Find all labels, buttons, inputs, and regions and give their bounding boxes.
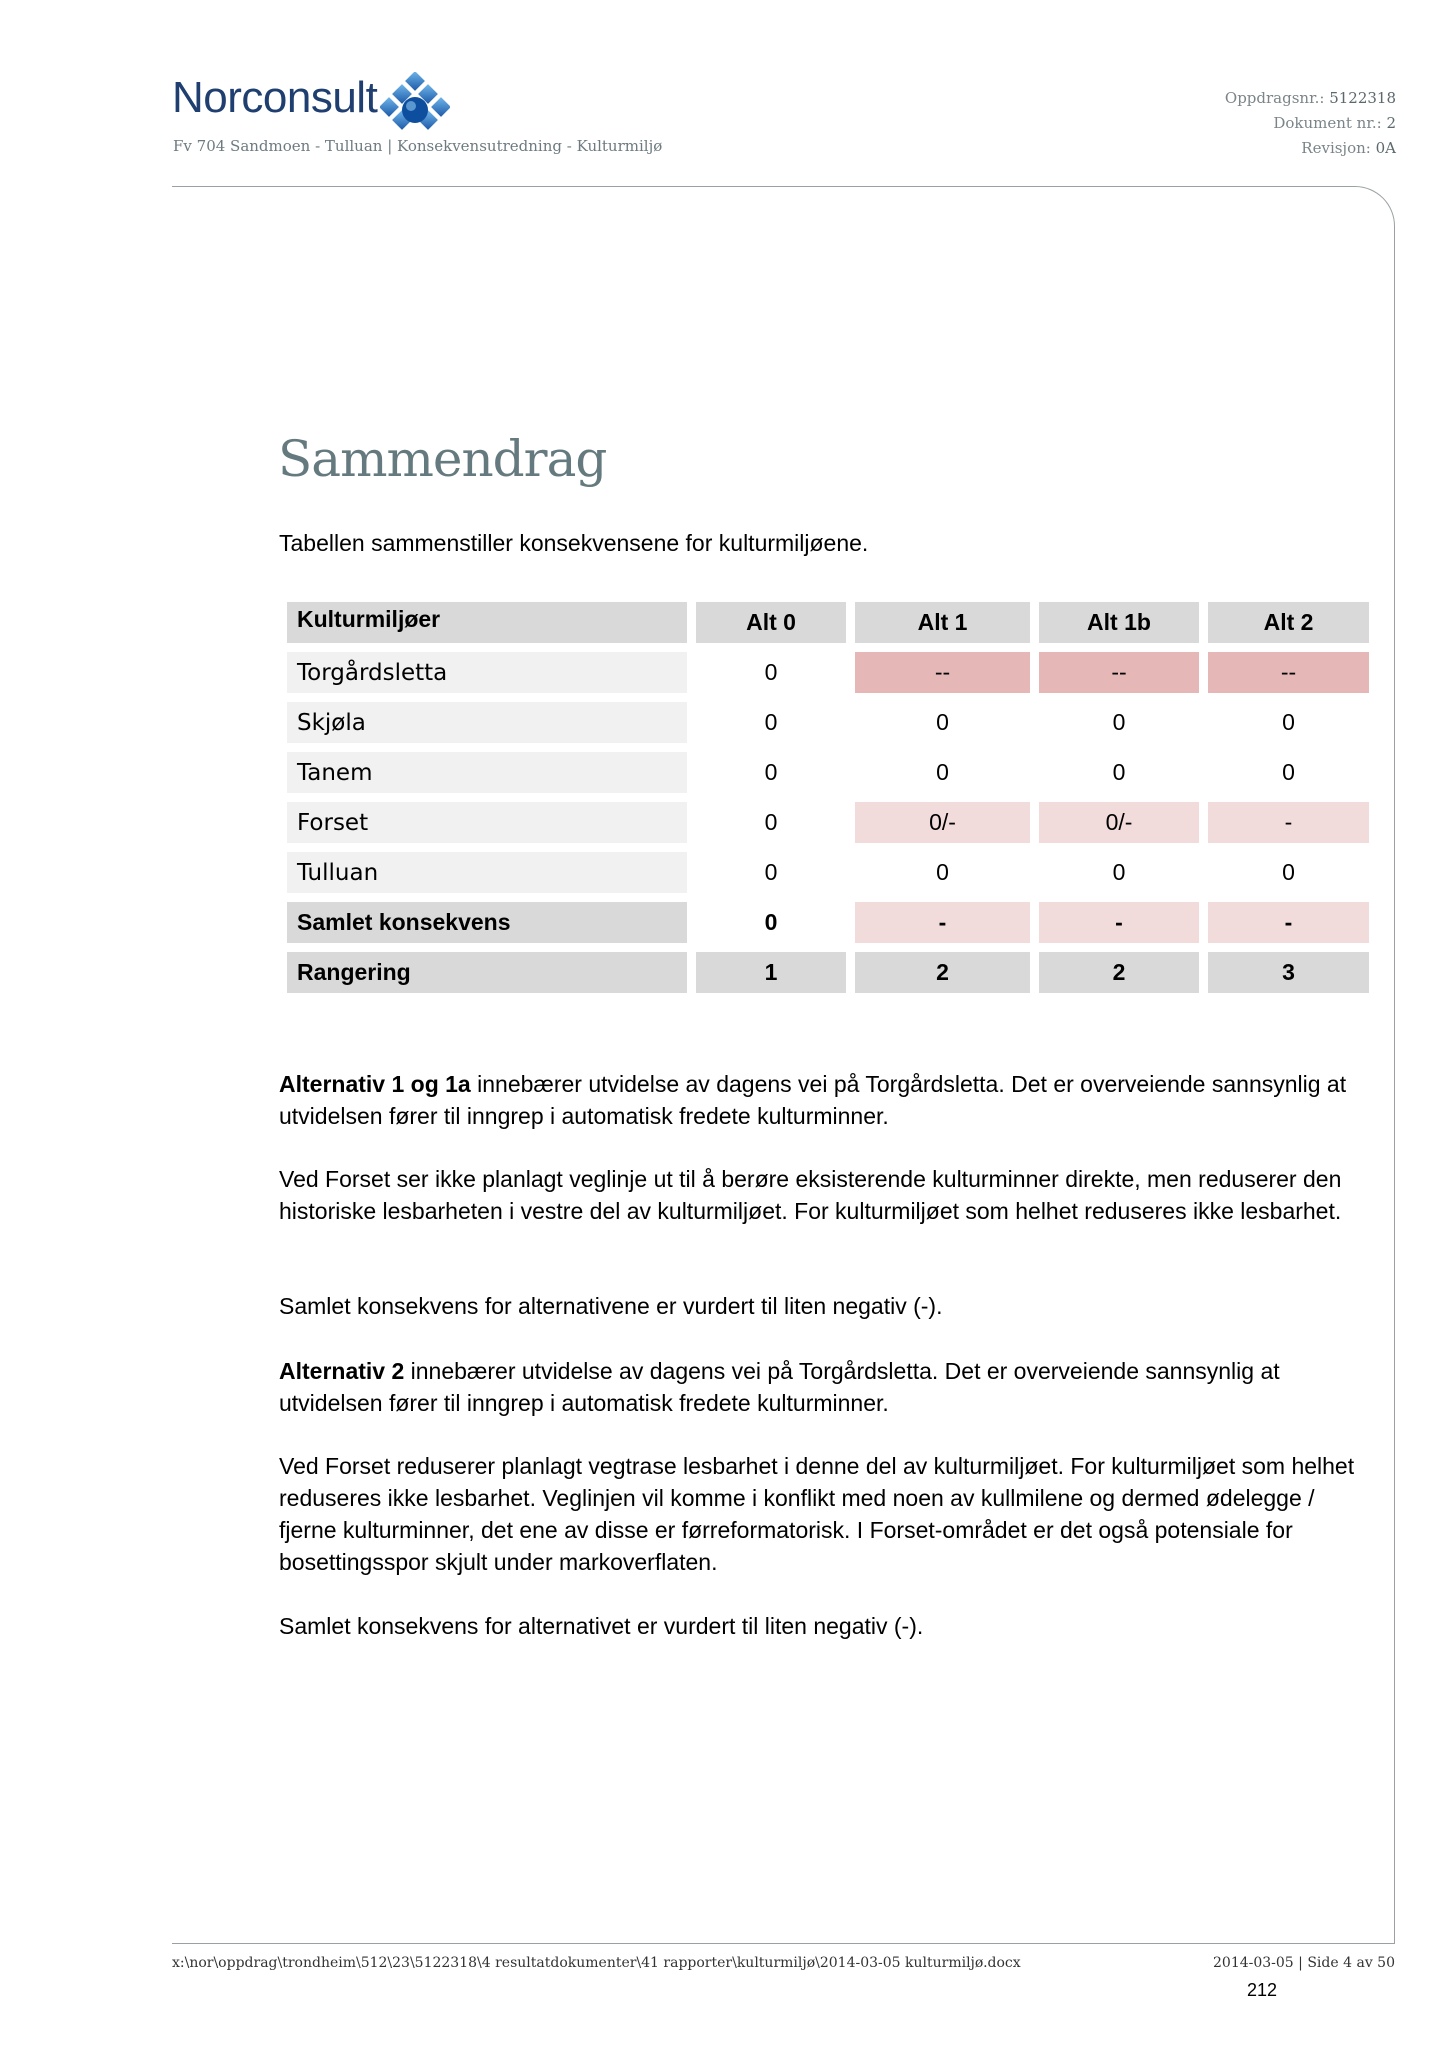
table-row (287, 752, 1369, 793)
table-cell: 0 (764, 909, 778, 935)
table-cell: 1 (696, 952, 846, 993)
table-cell: - (1208, 902, 1369, 943)
row-label: Tulluan (287, 852, 687, 893)
meta-document-number: Dokument nr.: 2 (1273, 114, 1396, 132)
paragraph: Ved Forset ser ikke planlagt veglinje ut til å berøre eksisterende kulturminner direkte, men reduserer den historiske lesbarheten i vestre del av kulturmiljøet. For kulturmiljøet som helhet reduseres ikke lesbarhet. (279, 1166, 1342, 1224)
table-header-row (287, 602, 1369, 643)
table-cell: -- (855, 652, 1030, 693)
table-row (287, 802, 1369, 843)
norconsult-logo-icon (380, 72, 450, 138)
footer-file-path: x:\nor\oppdrag\trondheim\512\23\5122318\4 resultatdokumenter\41 rapporter\kulturmiljø\2014-03-05 kulturmiljø.docx (172, 1955, 1021, 1971)
paragraph: Alternativ 2 innebærer utvidelse av dagens vei på Torgårdsletta. Det er overveiende sannsynlig at utvidelsen fører til inngrep i automatisk fredete kulturminner. (279, 1358, 1280, 1416)
row-label: Skjøla (287, 702, 687, 743)
table-row (287, 852, 1369, 893)
column-header: Alt 2 (1208, 602, 1369, 643)
table-cell: 3 (1208, 952, 1369, 993)
paragraph: Samlet konsekvens for alternativene er vurdert til liten negativ (-). (279, 1293, 943, 1319)
paragraph: Alternativ 1 og 1a innebærer utvidelse av dagens vei på Torgårdsletta. Det er overveiende sannsynlig at utvidelsen fører til inngrep i automatisk fredete kulturminner. (279, 1071, 1347, 1129)
table-cell: 0 (1112, 759, 1126, 785)
row-label: Torgårdsletta (287, 652, 687, 693)
row-label: Tanem (287, 752, 687, 793)
column-header: Alt 1b (1039, 602, 1199, 643)
table-cell: 0 (764, 809, 778, 835)
table-cell: 0/- (1039, 802, 1199, 843)
table-cell: -- (1208, 652, 1369, 693)
row-label: Forset (287, 802, 687, 843)
paragraph: Ved Forset reduserer planlagt vegtrase lesbarhet i denne del av kulturmiljøet. For kulturmiljøet som helhet reduseres ikke lesbarhet. Veglinjen vil komme i konflikt med noen av kullmilene og dermed ødelegge / fjerne kulturminner, det ene av disse er førreformatorisk. I Forset-området er det også potensiale for bosettingsspor skjult under markoverflaten. (279, 1453, 1355, 1575)
table-cell: 0/- (855, 802, 1030, 843)
column-header: Kulturmiljøer (287, 602, 687, 643)
table-row-total (287, 902, 1369, 943)
footer-page-info: 2014-03-05 | Side 4 av 50 (1213, 1955, 1395, 1971)
intro-text: Tabellen sammenstiller konsekvensene for kulturmiljøene. (279, 530, 869, 556)
table-cell: 0 (764, 659, 778, 685)
table-cell: 2 (1039, 952, 1199, 993)
table-row (287, 702, 1369, 743)
column-header: Alt 0 (696, 602, 846, 643)
table-cell: - (855, 902, 1030, 943)
table-cell: 0 (1282, 859, 1295, 885)
table-cell: 0 (764, 709, 778, 735)
table-row (287, 652, 1369, 693)
table-cell: 0 (1112, 859, 1126, 885)
column-header: Alt 1 (855, 602, 1030, 643)
table-cell: 0 (1282, 759, 1295, 785)
table-cell: 0 (936, 759, 949, 785)
row-label: Samlet konsekvens (287, 902, 687, 943)
page-title: Sammendrag (278, 430, 607, 488)
document-meta (1225, 86, 1396, 161)
meta-revision: Revisjon: 0A (1301, 139, 1396, 157)
consequence-table (278, 593, 1378, 1002)
table-cell: 0 (936, 859, 949, 885)
table-cell: 0 (764, 759, 778, 785)
company-logo-text: Norconsult (172, 73, 378, 122)
paragraph: Samlet konsekvens for alternativet er vurdert til liten negativ (-). (279, 1613, 924, 1639)
table-cell: -- (1039, 652, 1199, 693)
table-cell: 0 (1282, 709, 1295, 735)
page-number: 212 (1247, 1980, 1278, 2000)
table-cell: 0 (936, 709, 949, 735)
row-label: Rangering (287, 952, 687, 993)
table-cell: 0 (764, 859, 778, 885)
table-cell: - (1039, 902, 1199, 943)
meta-assignment-number: Oppdragsnr.: 5122318 (1224, 89, 1396, 107)
table-cell: - (1208, 802, 1369, 843)
document-subtitle: Fv 704 Sandmoen - Tulluan | Konsekvensutredning - Kulturmiljø (173, 137, 663, 155)
table-row-ranking (287, 952, 1369, 993)
table-cell: 0 (1112, 709, 1126, 735)
table-cell: 2 (855, 952, 1030, 993)
